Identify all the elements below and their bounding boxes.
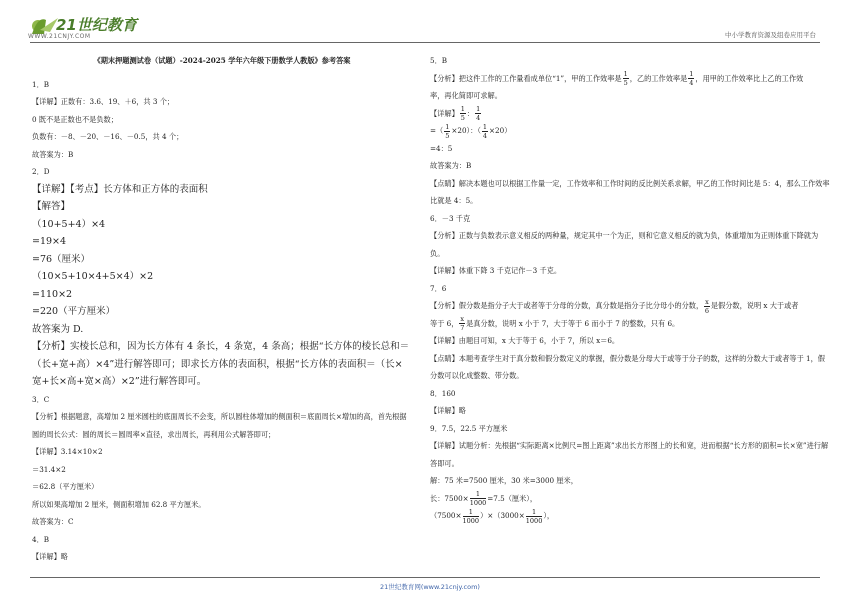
right-line: 长：7500× $\frac{1}{1000}$ =7.5（厘米），	[430, 490, 538, 507]
left-line: （10+5+4）×4	[32, 218, 106, 230]
left-line: 2．D	[32, 167, 50, 176]
right-line: =4：5	[430, 143, 453, 153]
document-title: 《期末押题测试卷（试题）-2024-2025 学年六年级下册数学人教版》参考答案	[93, 56, 351, 65]
right-line: 【详解】略	[430, 406, 466, 415]
right-paragraph: 【点睛】本题考查学生对于真分数和假分数定义的掌握，假分数是分母大于或等于分子的数，这样的分数大于或者等于 1，假分数可以化成整数、带分数。	[430, 353, 825, 380]
right-line: 9．7.5，22.5 平方厘米	[430, 423, 508, 433]
left-line: =220（平方厘米）	[32, 306, 116, 317]
right-paragraph: 【分析】正数与负数表示意义相反的两种量，规定其中一个为正，则和它意义相反的就为负，体重增加为正则体重下降就为负。	[430, 231, 819, 258]
left-column	[32, 52, 412, 566]
right-line: 【详解】体重下降 3 千克记作－3 千克。	[430, 266, 562, 275]
left-line: 0 既不是正数也不是负数；	[32, 114, 118, 124]
fraction: $\frac{1}{4}$	[482, 122, 488, 140]
fraction: $\frac{1}{5}$	[445, 122, 450, 140]
fraction: $\frac{1}{1000}$	[469, 490, 487, 507]
fraction: $\frac{1}{4}$	[689, 70, 694, 87]
fraction: $\frac{1}{4}$	[476, 105, 481, 122]
left-line: =19×4	[32, 236, 67, 247]
left-paragraph: 【分析】根据题意，高增加 2 厘米圆柱的底面周长不会变，所以圆柱体增加的侧面积＝底面周长×增加的高，首先根据圆的周长公式：圆的周长＝圆周率×直径，求出周长，再利用公式解答即可；	[32, 412, 407, 439]
left-line: 故答案为 D.	[32, 323, 84, 335]
footer-divider	[30, 577, 820, 578]
site-name: 中小学教育资源及组卷应用平台	[725, 31, 816, 39]
right-line: 等于 6， $\frac{x}{7}$ 是真分数，说明 x 小于 7，大于等于 6 而小于 7 的整数，只有 6。	[430, 315, 680, 332]
right-line: 【分析】假分数是指分子大于或者等于分母的分数，真分数是指分子比分母小的分数， $\frac{x}{6}$ 是假分数，说明 x 大于或者	[430, 297, 799, 315]
left-line: ＝31.4×2	[32, 464, 66, 474]
right-line: 故答案为：B	[430, 161, 472, 170]
right-line: 率，再化简即可求解。	[430, 91, 502, 100]
left-paragraph: 【分析】实棱长总和，因为长方体有 4 条长，4 条宽，4 条高；根据“长方体的棱长总和＝（长+宽+高）×4”进行解答即可；即求长方体的表面积，根据“长方体的表面积＝（长×宽+长×高+宽×高）×2”进行解答即可。	[32, 341, 410, 387]
fraction: $\frac{1}{5}$	[623, 70, 628, 87]
left-line: ＝62.8（平方厘米）	[32, 482, 99, 491]
right-line: =（ $\frac{1}{5}$ ×20）：（ $\frac{1}{4}$ ×20）	[430, 122, 512, 140]
left-line: 负数有：－8、－20、－16、－0.5，共 4 个；	[32, 132, 184, 141]
header-divider	[30, 42, 820, 43]
right-line: 【分析】把这件工作的工作量看成单位“1”，甲的工作效率是 $\frac{1}{5}$ ，乙的工作效率是 $\frac{1}{4}$ ，用甲的工作效率比上乙的工作效	[430, 70, 804, 87]
left-line: （10×5+10×4+5×4）×2	[32, 271, 154, 282]
left-line: 【详解】正数有：3.6、19、＋6，共 3 个；	[32, 97, 175, 106]
logo-subtext: WWW.21CNJY.COM	[28, 33, 91, 40]
left-line: 故答案为：B	[32, 149, 74, 159]
right-column	[430, 52, 830, 525]
left-line: 【详解】3.14×10×2	[32, 447, 103, 456]
right-line: 8．160	[430, 388, 456, 398]
left-line: 【解答】	[32, 201, 71, 212]
left-line: 【详解】【考点】长方体和正方体的表面积	[32, 183, 208, 195]
right-line: 6．－3 千克	[430, 213, 471, 223]
left-line: =76（厘米）	[32, 253, 91, 265]
right-line: 5．B	[430, 56, 448, 65]
left-line: 故答案为：C	[32, 517, 74, 526]
fraction: $\frac{1}{5}$	[460, 105, 465, 122]
left-line: 所以如果高增加 2 厘米，侧面积增加 62.8 平方厘米。	[32, 499, 206, 509]
fraction: $\frac{x}{7}$	[460, 315, 465, 332]
fraction: $\frac{x}{6}$	[704, 297, 710, 315]
right-line: 【详解】 $\frac{1}{5}$ ： $\frac{1}{4}$	[430, 105, 481, 122]
left-line: 1．B	[32, 79, 50, 89]
fraction: $\frac{1}{1000}$	[525, 507, 543, 525]
svg-text:21世纪教育: 21世纪教育	[56, 16, 137, 34]
right-line: （7500× $\frac{1}{1000}$ ）×（3000× $\frac{1}{1000}$ ），	[430, 507, 555, 525]
left-line: =110×2	[32, 288, 73, 300]
right-line: 【详解】由题目可知，x 大于等于 6，小于 7，所以 x＝6。	[430, 336, 620, 345]
right-paragraph: 【点睛】解决本题也可以根据工作量一定，工作效率和工作时间的反比例关系求解，甲乙的工作时间比是 5：4，那么工作效率比就是 4：5。	[430, 178, 830, 205]
right-line: 解：75 米=7500 厘米，30 米=3000 厘米，	[430, 476, 578, 485]
footer-link[interactable]: 21世纪教育网(www.21cnjy.com)	[380, 583, 480, 591]
left-line: 3．C	[32, 394, 50, 404]
right-line: 7．6	[430, 283, 447, 293]
left-line: 4．B	[32, 534, 50, 544]
right-paragraph: 【详解】试题分析：先根据“实际距离×比例尺=图上距离”求出长方形图上的长和宽，进而根据“长方形的面积=长×宽”进行解答即可。	[430, 441, 829, 468]
fraction: $\frac{1}{1000}$	[462, 507, 480, 525]
left-line: 【详解】略	[32, 552, 68, 561]
